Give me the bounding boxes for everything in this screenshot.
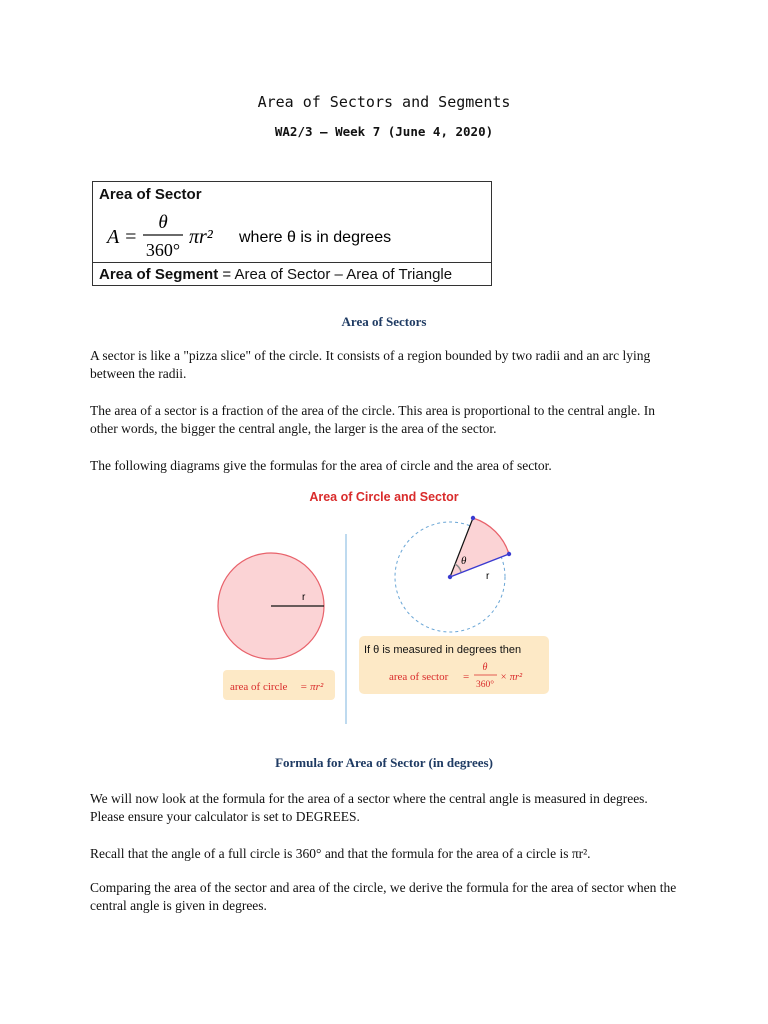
sector-radius-label: r [486,571,490,582]
paragraph-diagram-intro: The following diagrams give the formulas for the area of circle and the area of sector. [90,458,552,473]
paragraph-comparison: Comparing the area of the sector and area of the circle, we derive the formula for the area of sector when the central angle is given in degrees. [90,880,677,913]
sector-formula-lhs: A = [107,226,138,248]
segment-formula-text: = Area of Sector – Area of Triangle [218,266,453,283]
circle-radius-label: r [302,592,306,603]
circle-formula-text: area of circle [230,681,288,693]
sector-endpoint-1 [471,516,475,520]
sector-theta-label: θ [461,555,467,567]
sector-formula-numerator: θ [482,662,488,673]
sector-center-point [448,575,452,579]
paragraph-formula-intro: We will now look at the formula for the area of a sector where the central angle is measured in degrees. Please ensure your calculator is set to DEGREES. [90,791,648,824]
section-heading-sectors: Area of Sectors [341,314,427,329]
sector-formula-equals: = [463,671,470,683]
circle-formula-expression: = πr² [300,681,324,693]
paragraph-sector-proportional: The area of a sector is a fraction of the area of the circle. This area is proportional to the central angle. In other words, the bigger the central angle, the larger is the area of the sector. [90,403,655,436]
circle-sector-diagram [210,486,570,726]
sector-formula-note: where θ is in degrees [239,229,392,246]
sector-area-formula [103,210,483,262]
sector-formula-denominator: 360° [145,240,181,260]
diagram-title: Area of Circle and Sector [309,490,459,504]
sector-formula-tail: × πr² [500,672,523,683]
segment-formula-row [93,262,491,286]
sector-formula-numerator: θ [158,212,168,233]
sector-condition-text: If θ is measured in degrees then [364,644,522,656]
segment-formula-label: Area of Segment [99,266,219,283]
section-heading-formula: Formula for Area of Sector (in degrees) [275,755,493,770]
sector-formula-heading: Area of Sector [99,186,202,203]
paragraph-sector-definition: A sector is like a "pizza slice" of the circle. It consists of a region bounded by two radii and an arc lying between the radii. [90,348,651,381]
sector-endpoint-2 [507,552,511,556]
formula-box [92,181,492,286]
page-title: Area of Sectors and Segments [257,93,511,111]
sector-formula-rhs: πr² [189,226,213,248]
sector-formula-denominator: 360° [475,680,495,690]
page-subtitle: WA2/3 – Week 7 (June 4, 2020) [274,124,494,139]
sector-formula-text: area of sector [389,671,449,683]
paragraph-recall: Recall that the angle of a full circle is 360° and that the formula for the area of a circle is πr². [90,846,591,861]
